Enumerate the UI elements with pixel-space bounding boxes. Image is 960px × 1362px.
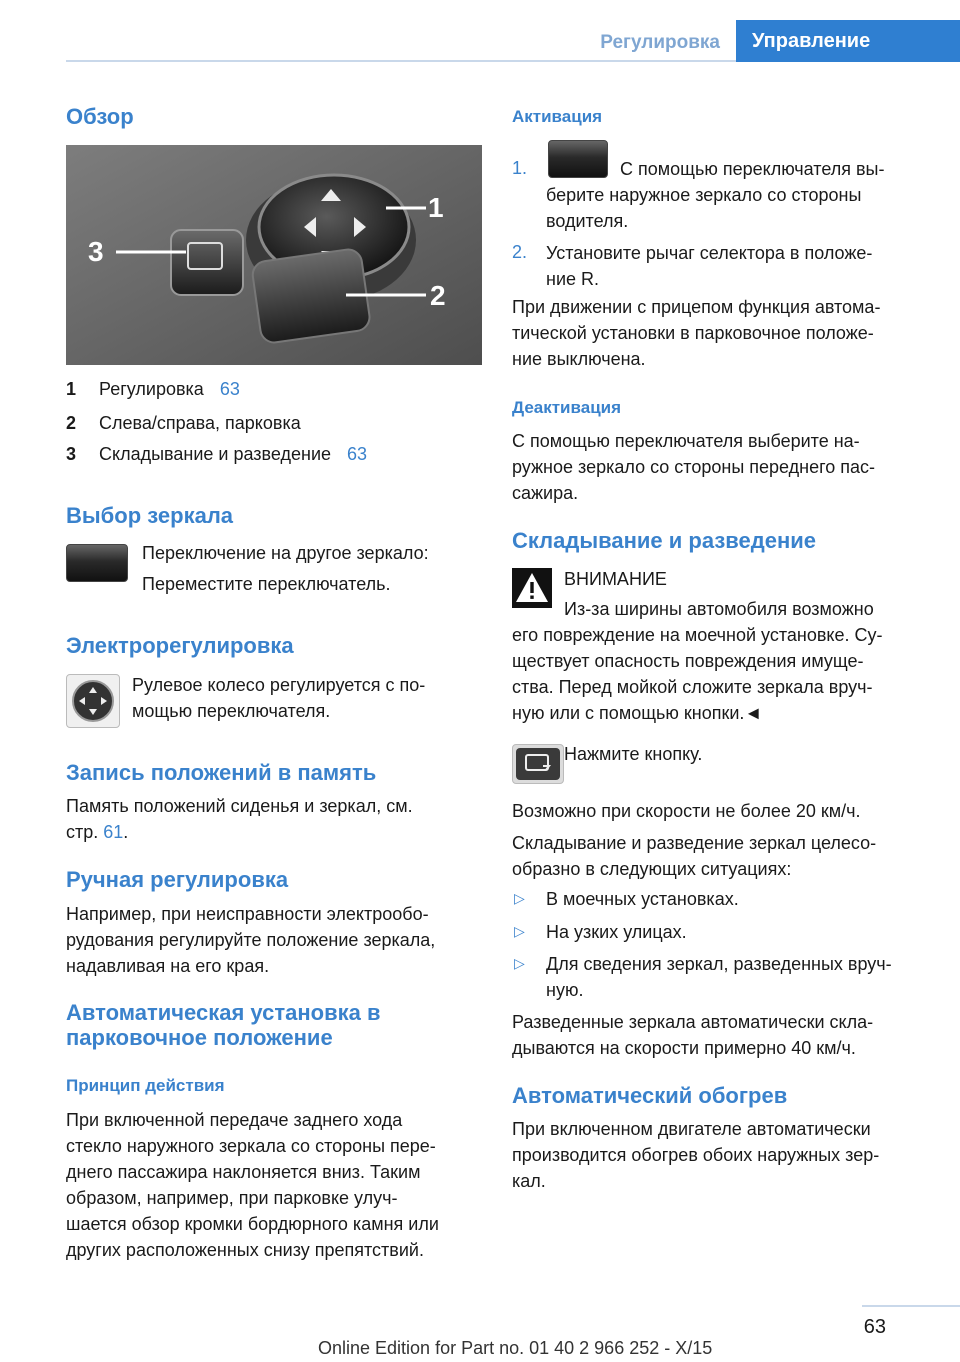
principle-line: днего пассажира наклоняется вниз. Таким bbox=[66, 1162, 421, 1182]
warning-line: ную или с помощью кнопки.◄ bbox=[512, 703, 763, 723]
speed-note: Возможно при скорости не более 20 км/ч. bbox=[512, 801, 861, 821]
bullet-marker: ▷ bbox=[514, 955, 525, 971]
trailer-line: тической установки в парковочное положе- bbox=[512, 323, 874, 343]
principle-line: образом, например, при парковке улуч- bbox=[66, 1188, 398, 1208]
manual-adjust-title: Ручная регулировка bbox=[66, 867, 289, 892]
auto-parking-title-2: парковочное положение bbox=[66, 1025, 333, 1050]
switch-button-icon bbox=[548, 140, 608, 178]
step1-line-1: С помощью переключателя вы- bbox=[620, 159, 885, 179]
header-chapter-tab: Управление bbox=[736, 20, 960, 62]
step2-line-2: ние R. bbox=[546, 269, 600, 289]
principle-line: стекло наружного зеркала со стороны пере- bbox=[66, 1136, 436, 1156]
switch-button-icon bbox=[66, 544, 128, 582]
legend-num: 3 bbox=[66, 444, 77, 464]
legend-text: Слева/справа, парковка bbox=[99, 413, 301, 433]
select-line-1: Переключение на другое зеркало: bbox=[142, 543, 429, 563]
legend-text: Регулировка bbox=[99, 379, 204, 399]
situations-line-1: Складывание и разведение зеркал целесо- bbox=[512, 833, 877, 853]
warning-label: ВНИМАНИЕ bbox=[564, 569, 667, 589]
warning-line: ства. Перед мойкой сложите зеркала вруч- bbox=[512, 677, 873, 697]
bullet-marker: ▷ bbox=[514, 890, 525, 906]
legend-text: Складывание и разведение bbox=[99, 444, 332, 464]
select-mirror-title: Выбор зеркала bbox=[66, 503, 234, 528]
bullet-marker: ▷ bbox=[514, 923, 525, 939]
activation-title: Активация bbox=[512, 107, 603, 126]
warning-icon bbox=[512, 568, 552, 608]
select-line-2: Переместите переключатель. bbox=[142, 574, 391, 594]
legend-page-link[interactable]: 63 bbox=[347, 444, 368, 464]
callout-1: 1 bbox=[428, 192, 444, 223]
page-header bbox=[66, 0, 960, 62]
bullet-item: На узких улицах. bbox=[546, 922, 687, 942]
principle-line: При включенной передаче заднего хода bbox=[66, 1110, 403, 1130]
legend-num: 2 bbox=[66, 413, 77, 433]
warning-line: его повреждение на моечной установке. Су- bbox=[512, 625, 883, 645]
header-section: Регулировка bbox=[600, 32, 720, 53]
heating-line: При включенном двигателе автоматически bbox=[512, 1119, 871, 1139]
auto-fold-line-1: Разведенные зеркала автоматически скла- bbox=[512, 1012, 874, 1032]
situations-line-2: образно в следующих ситуациях: bbox=[512, 859, 792, 879]
memory-line-2 bbox=[66, 819, 128, 845]
deactivation-line: ружное зеркало со стороны переднего пас- bbox=[512, 457, 876, 477]
electric-line-2: мощью переключателя. bbox=[132, 701, 331, 721]
step2-line-1: Установите рычаг селектора в положе- bbox=[546, 243, 873, 263]
deactivation-line: С помощью переключателя выберите на- bbox=[512, 431, 860, 451]
step1-line-2: берите наружное зеркало со стороны bbox=[546, 185, 862, 205]
step1-line-3: водителя. bbox=[546, 211, 629, 231]
manual-line-3: надавливая на его края. bbox=[66, 956, 270, 976]
principle-title: Принцип действия bbox=[66, 1076, 225, 1095]
mirror-switch-illustration bbox=[66, 145, 482, 365]
deactivation-title: Деактивация bbox=[512, 398, 622, 417]
heating-line: производится обогрев обоих наружных зер- bbox=[512, 1145, 880, 1165]
legend-num: 1 bbox=[66, 379, 77, 399]
fold-button-icon bbox=[512, 744, 564, 784]
callout-2: 2 bbox=[430, 280, 446, 311]
heating-line: кал. bbox=[512, 1171, 546, 1191]
edition-note: Online Edition for Part no. 01 40 2 966 252 - X/15 bbox=[318, 1338, 713, 1358]
electric-adjust-title: Электрорегулировка bbox=[66, 633, 294, 658]
legend-item bbox=[99, 413, 301, 434]
bullet-item-cont: ную. bbox=[546, 980, 584, 1000]
memory-page-link[interactable]: 61 bbox=[103, 822, 124, 842]
electric-line-1: Рулевое колесо регулируется с по- bbox=[132, 675, 426, 695]
bullet-item: В моечных установках. bbox=[546, 889, 739, 909]
trailer-line: ние выключена. bbox=[512, 349, 646, 369]
step-number: 2. bbox=[512, 242, 528, 262]
callout-3: 3 bbox=[88, 236, 104, 267]
memory-text: стр. bbox=[66, 822, 104, 842]
memory-text: . bbox=[123, 822, 129, 842]
memory-title: Запись положений в память bbox=[66, 760, 377, 785]
heating-title: Автоматический обогрев bbox=[512, 1083, 788, 1108]
page-number: 63 bbox=[863, 1316, 886, 1338]
auto-fold-line-2: дываются на скорости примерно 40 км/ч. bbox=[512, 1038, 856, 1058]
mirror-switch-photo bbox=[66, 145, 482, 365]
legend-item bbox=[99, 444, 367, 465]
step-number: 1. bbox=[512, 158, 528, 178]
press-button-text: Нажмите кнопку. bbox=[564, 744, 703, 764]
manual-line-1: Например, при неисправности электрообо- bbox=[66, 904, 429, 924]
fold-title: Складывание и разведение bbox=[512, 528, 816, 553]
warning-line: ществует опасность повреждения имуще- bbox=[512, 651, 864, 671]
overview-title: Обзор bbox=[66, 104, 134, 129]
bullet-item: Для сведения зеркал, разведенных вруч- bbox=[546, 954, 892, 974]
footer-rule bbox=[862, 1305, 960, 1307]
auto-parking-title-1: Автоматическая установка в bbox=[66, 1000, 381, 1025]
deactivation-line: сажира. bbox=[512, 483, 579, 503]
memory-line-1: Память положений сиденья и зеркал, см. bbox=[66, 796, 413, 816]
principle-line: шается обзор кромки бордюрного камня или bbox=[66, 1214, 439, 1234]
principle-line: других расположенных снизу препятствий. bbox=[66, 1240, 424, 1260]
mirror-pad-icon bbox=[66, 674, 120, 728]
trailer-line: При движении с прицепом функция автома- bbox=[512, 297, 881, 317]
legend-item bbox=[99, 379, 240, 400]
legend-page-link[interactable]: 63 bbox=[219, 379, 240, 399]
manual-line-2: рудования регулируйте положение зеркала, bbox=[66, 930, 436, 950]
warning-line-1: Из-за ширины автомобиля возможно bbox=[564, 599, 874, 619]
